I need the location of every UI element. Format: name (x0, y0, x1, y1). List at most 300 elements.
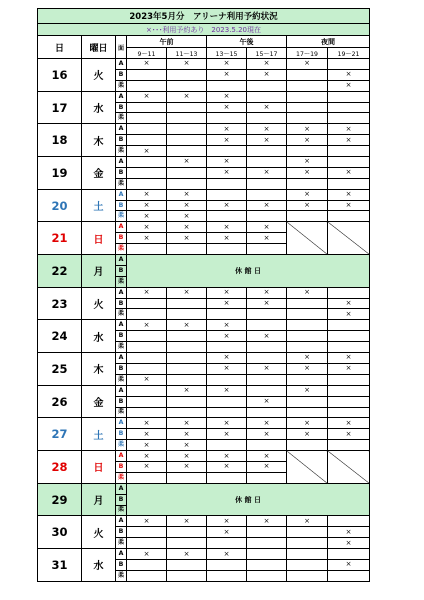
reserved-mark: × (247, 59, 287, 70)
facility-code: 柔 (116, 472, 127, 483)
slot-cell (287, 538, 328, 549)
reserved-mark: × (127, 549, 167, 560)
reserved-mark: × (328, 363, 370, 374)
reserved-mark: × (207, 461, 247, 472)
day-number: 28 (38, 451, 82, 484)
facility-code: B (116, 461, 127, 472)
slot-cell (167, 167, 207, 178)
reserved-mark: × (127, 146, 167, 157)
table-row (38, 353, 370, 364)
slot-cell (207, 211, 247, 222)
day-number: 26 (38, 385, 82, 418)
slot-cell (127, 298, 167, 309)
slot-cell (287, 80, 328, 91)
day-number: 16 (38, 59, 82, 92)
slot-cell (167, 244, 207, 255)
slot-cell (328, 320, 370, 331)
reserved-mark: × (167, 91, 207, 102)
facility-code: B (116, 200, 127, 211)
reserved-mark: × (167, 287, 207, 298)
reserved-mark: × (207, 451, 247, 462)
facility-code: 柔 (116, 276, 127, 287)
reserved-mark: × (207, 527, 247, 538)
facility-code: A (116, 418, 127, 429)
slot-cell (207, 189, 247, 200)
slot-cell (127, 135, 167, 146)
reserved-mark: × (127, 91, 167, 102)
reserved-mark: × (247, 222, 287, 233)
reserved-mark: × (247, 418, 287, 429)
slot-cell (287, 559, 328, 570)
facility-code: A (116, 516, 127, 527)
slot-cell (127, 309, 167, 320)
reserved-mark: × (247, 69, 287, 80)
slot-cell (167, 353, 207, 364)
header-slot: 9～11 (127, 48, 167, 59)
reserved-mark: × (167, 222, 207, 233)
slot-cell (247, 309, 287, 320)
facility-code: 柔 (116, 342, 127, 353)
slot-cell (247, 559, 287, 570)
slot-cell (287, 396, 328, 407)
facility-code: A (116, 287, 127, 298)
day-number: 20 (38, 189, 82, 222)
slot-cell (247, 91, 287, 102)
reserved-mark: × (328, 527, 370, 538)
day-number: 27 (38, 418, 82, 451)
slot-cell (127, 80, 167, 91)
facility-code: A (116, 451, 127, 462)
header-slot: 17～19 (287, 48, 328, 59)
slot-cell (287, 440, 328, 451)
slot-cell (127, 102, 167, 113)
reserved-mark: × (207, 69, 247, 80)
reserved-mark: × (287, 157, 328, 168)
slot-cell (328, 102, 370, 113)
reserved-mark: × (287, 363, 328, 374)
day-number: 24 (38, 320, 82, 353)
reserved-mark: × (207, 102, 247, 113)
reserved-mark: × (247, 124, 287, 135)
reserved-mark: × (287, 429, 328, 440)
reserved-mark: × (167, 211, 207, 222)
weekday: 火 (82, 59, 116, 92)
slot-cell (207, 440, 247, 451)
slot-cell (287, 374, 328, 385)
slot-cell (127, 178, 167, 189)
day-number: 23 (38, 287, 82, 320)
slot-cell (127, 472, 167, 483)
table-row (38, 91, 370, 102)
slot-cell (287, 91, 328, 102)
unavailable-slot (287, 222, 328, 255)
slot-cell (287, 113, 328, 124)
header-day: 日 (38, 36, 82, 59)
slot-cell (207, 374, 247, 385)
slot-cell (167, 102, 207, 113)
page-title: 2023年5月分 アリーナ利用予約状況 (38, 9, 370, 24)
slot-cell (127, 124, 167, 135)
slot-cell (247, 113, 287, 124)
slot-cell (287, 342, 328, 353)
slot-cell (328, 287, 370, 298)
reserved-mark: × (207, 233, 247, 244)
slot-cell (207, 113, 247, 124)
facility-code: B (116, 102, 127, 113)
slot-cell (127, 407, 167, 418)
reserved-mark: × (127, 429, 167, 440)
facility-code: B (116, 167, 127, 178)
slot-cell (207, 538, 247, 549)
day-number: 29 (38, 483, 82, 516)
day-number: 18 (38, 124, 82, 157)
slot-cell (127, 113, 167, 124)
table-row (38, 157, 370, 168)
slot-cell (287, 309, 328, 320)
reserved-mark: × (247, 429, 287, 440)
reserved-mark: × (328, 429, 370, 440)
slot-cell (247, 211, 287, 222)
reserved-mark: × (127, 461, 167, 472)
slot-cell (287, 146, 328, 157)
reserved-mark: × (328, 124, 370, 135)
reserved-mark: × (127, 233, 167, 244)
facility-code: 柔 (116, 407, 127, 418)
reserved-mark: × (247, 516, 287, 527)
facility-code: B (116, 494, 127, 505)
weekday: 木 (82, 124, 116, 157)
reserved-mark: × (167, 429, 207, 440)
header-slot: 11～13 (167, 48, 207, 59)
facility-code: A (116, 222, 127, 233)
slot-cell (328, 549, 370, 560)
slot-cell (167, 342, 207, 353)
slot-cell (167, 80, 207, 91)
reserved-mark: × (127, 320, 167, 331)
reserved-mark: × (287, 516, 328, 527)
slot-cell (287, 102, 328, 113)
reserved-mark: × (328, 418, 370, 429)
slot-cell (328, 385, 370, 396)
table-row (38, 385, 370, 396)
reserved-mark: × (167, 461, 207, 472)
reserved-mark: × (167, 440, 207, 451)
facility-code: B (116, 69, 127, 80)
reserved-mark: × (207, 353, 247, 364)
reserved-mark: × (328, 189, 370, 200)
slot-cell (207, 559, 247, 570)
unavailable-slot (328, 222, 370, 255)
facility-code: A (116, 255, 127, 266)
facility-code: A (116, 385, 127, 396)
slot-cell (328, 113, 370, 124)
weekday: 火 (82, 516, 116, 549)
weekday: 金 (82, 157, 116, 190)
weekday: 水 (82, 549, 116, 582)
unavailable-slot (287, 451, 328, 484)
weekday: 日 (82, 222, 116, 255)
slot-cell (167, 527, 207, 538)
reserved-mark: × (247, 331, 287, 342)
reserved-mark: × (207, 91, 247, 102)
reserved-mark: × (207, 222, 247, 233)
slot-cell (207, 342, 247, 353)
reserved-mark: × (287, 287, 328, 298)
day-number: 31 (38, 549, 82, 582)
facility-code: B (116, 527, 127, 538)
reserved-mark: × (127, 189, 167, 200)
reserved-mark: × (328, 167, 370, 178)
reserved-mark: × (127, 287, 167, 298)
slot-cell (328, 178, 370, 189)
slot-cell (287, 549, 328, 560)
slot-cell (247, 189, 287, 200)
slot-cell (207, 407, 247, 418)
reserved-mark: × (247, 451, 287, 462)
reserved-mark: × (167, 157, 207, 168)
reserved-mark: × (167, 418, 207, 429)
slot-cell (207, 570, 247, 581)
reserved-mark: × (328, 538, 370, 549)
slot-cell (167, 113, 207, 124)
slot-cell (207, 472, 247, 483)
reserved-mark: × (328, 69, 370, 80)
table-row (38, 418, 370, 429)
slot-cell (247, 146, 287, 157)
slot-cell (287, 570, 328, 581)
slot-cell (328, 396, 370, 407)
reserved-mark: × (247, 363, 287, 374)
reserved-mark: × (247, 167, 287, 178)
slot-cell (247, 538, 287, 549)
slot-cell (127, 244, 167, 255)
reserved-mark: × (247, 200, 287, 211)
slot-cell (207, 244, 247, 255)
slot-cell (127, 331, 167, 342)
slot-cell (167, 570, 207, 581)
reserved-mark: × (287, 200, 328, 211)
weekday: 火 (82, 287, 116, 320)
reserved-mark: × (247, 233, 287, 244)
slot-cell (287, 211, 328, 222)
weekday: 水 (82, 320, 116, 353)
reserved-mark: × (287, 135, 328, 146)
slot-cell (207, 146, 247, 157)
reserved-mark: × (127, 222, 167, 233)
weekday: 土 (82, 189, 116, 222)
slot-cell (247, 440, 287, 451)
facility-code: A (116, 59, 127, 70)
slot-cell (247, 407, 287, 418)
facility-code: A (116, 320, 127, 331)
slot-cell (167, 331, 207, 342)
reserved-mark: × (207, 320, 247, 331)
facility-code: 柔 (116, 505, 127, 516)
slot-cell (207, 178, 247, 189)
slot-cell (328, 146, 370, 157)
day-number: 25 (38, 353, 82, 386)
reserved-mark: × (247, 461, 287, 472)
reserved-mark: × (287, 353, 328, 364)
slot-cell (247, 157, 287, 168)
reserved-mark: × (167, 385, 207, 396)
reserved-mark: × (207, 516, 247, 527)
reserved-mark: × (207, 167, 247, 178)
reserved-mark: × (127, 440, 167, 451)
reserved-mark: × (167, 516, 207, 527)
table-row (38, 549, 370, 560)
reserved-mark: × (167, 233, 207, 244)
day-number: 17 (38, 91, 82, 124)
reserved-mark: × (207, 418, 247, 429)
reservation-table (37, 8, 370, 582)
reserved-mark: × (127, 211, 167, 222)
table-row (38, 124, 370, 135)
slot-cell (127, 559, 167, 570)
slot-cell (167, 407, 207, 418)
facility-code: B (116, 363, 127, 374)
legend-text: ×･･･利用予約あり (146, 25, 205, 34)
slot-cell (247, 374, 287, 385)
table-row (38, 483, 370, 494)
reserved-mark: × (328, 80, 370, 91)
reserved-mark: × (287, 418, 328, 429)
weekday: 月 (82, 483, 116, 516)
slot-cell (328, 516, 370, 527)
reserved-mark: × (207, 124, 247, 135)
slot-cell (247, 178, 287, 189)
slot-cell (328, 211, 370, 222)
slot-cell (167, 298, 207, 309)
slot-cell (287, 331, 328, 342)
reserved-mark: × (328, 559, 370, 570)
slot-cell (127, 363, 167, 374)
slot-cell (127, 167, 167, 178)
slot-cell (287, 407, 328, 418)
slot-cell (247, 353, 287, 364)
reserved-mark: × (328, 135, 370, 146)
facility-code: 柔 (116, 211, 127, 222)
header-period-morning: 午前 (127, 36, 207, 48)
slot-cell (328, 59, 370, 70)
facility-code: A (116, 483, 127, 494)
facility-code: B (116, 559, 127, 570)
slot-cell (207, 309, 247, 320)
table-row (38, 222, 370, 233)
reserved-mark: × (207, 135, 247, 146)
slot-cell (167, 124, 207, 135)
as-of-date: 2023.5.20現在 (211, 25, 262, 34)
slot-cell (127, 538, 167, 549)
facility-code: A (116, 549, 127, 560)
slot-cell (127, 157, 167, 168)
facility-code: 柔 (116, 244, 127, 255)
table-row (38, 59, 370, 70)
reserved-mark: × (167, 451, 207, 462)
reserved-mark: × (287, 124, 328, 135)
reserved-mark: × (207, 331, 247, 342)
slot-cell (167, 396, 207, 407)
reserved-mark: × (127, 374, 167, 385)
reserved-mark: × (287, 189, 328, 200)
slot-cell (287, 320, 328, 331)
closed-label: 休 館 日 (127, 255, 370, 288)
reserved-mark: × (207, 200, 247, 211)
slot-cell (207, 396, 247, 407)
slot-cell (207, 80, 247, 91)
reserved-mark: × (287, 59, 328, 70)
reserved-mark: × (207, 287, 247, 298)
day-number: 19 (38, 157, 82, 190)
reserved-mark: × (207, 59, 247, 70)
table-row (38, 287, 370, 298)
reserved-mark: × (328, 298, 370, 309)
slot-cell (287, 178, 328, 189)
unavailable-slot (328, 451, 370, 484)
facility-code: 柔 (116, 374, 127, 385)
slot-cell (127, 69, 167, 80)
slot-cell (247, 244, 287, 255)
facility-code: B (116, 265, 127, 276)
reserved-mark: × (207, 298, 247, 309)
header-slot: 15～17 (247, 48, 287, 59)
facility-code: B (116, 298, 127, 309)
header-facility: 面 (116, 36, 127, 59)
reserved-mark: × (207, 363, 247, 374)
reserved-mark: × (247, 135, 287, 146)
slot-cell (167, 472, 207, 483)
slot-cell (167, 135, 207, 146)
weekday: 水 (82, 91, 116, 124)
reserved-mark: × (167, 189, 207, 200)
reserved-mark: × (247, 298, 287, 309)
reserved-mark: × (167, 549, 207, 560)
reserved-mark: × (328, 353, 370, 364)
reserved-mark: × (207, 549, 247, 560)
reserved-mark: × (167, 320, 207, 331)
slot-cell (287, 69, 328, 80)
slot-cell (328, 342, 370, 353)
reserved-mark: × (328, 200, 370, 211)
facility-code: 柔 (116, 538, 127, 549)
slot-cell (127, 385, 167, 396)
reserved-mark: × (127, 418, 167, 429)
facility-code: A (116, 353, 127, 364)
facility-code: 柔 (116, 570, 127, 581)
slot-cell (328, 331, 370, 342)
subtitle (38, 24, 370, 36)
reserved-mark: × (207, 429, 247, 440)
facility-code: A (116, 189, 127, 200)
slot-cell (247, 472, 287, 483)
slot-cell (287, 527, 328, 538)
weekday: 金 (82, 385, 116, 418)
facility-code: B (116, 396, 127, 407)
slot-cell (247, 570, 287, 581)
reserved-mark: × (127, 59, 167, 70)
slot-cell (287, 298, 328, 309)
day-number: 21 (38, 222, 82, 255)
header-weekday: 曜日 (82, 36, 116, 59)
table-row (38, 516, 370, 527)
slot-cell (127, 396, 167, 407)
slot-cell (247, 385, 287, 396)
reserved-mark: × (127, 451, 167, 462)
day-number: 30 (38, 516, 82, 549)
header-slot: 13～15 (207, 48, 247, 59)
reserved-mark: × (287, 167, 328, 178)
reserved-mark: × (127, 200, 167, 211)
